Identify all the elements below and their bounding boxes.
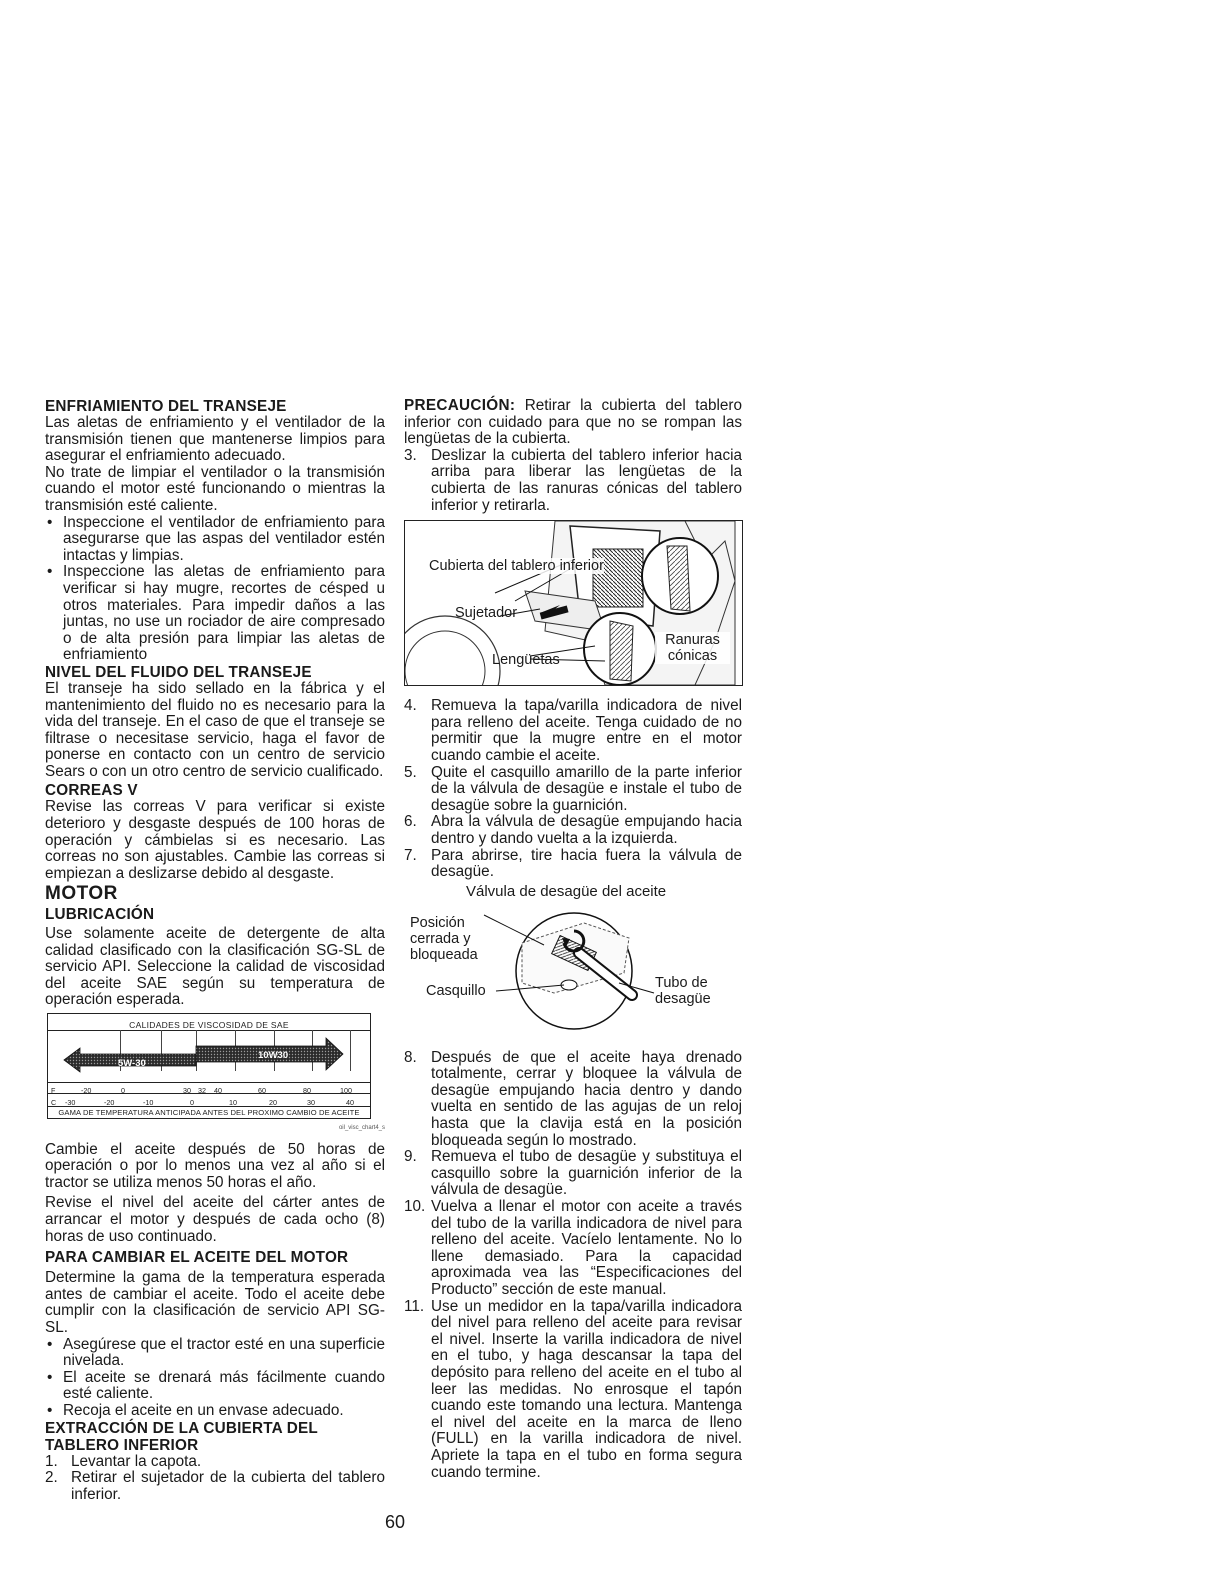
caution-paragraph — [404, 398, 742, 448]
c-tick: 20 — [269, 1098, 277, 1107]
numbered-step — [45, 1470, 385, 1503]
celsius-row — [48, 1093, 370, 1106]
f-tick: 30 — [183, 1086, 191, 1095]
f-tick: 40 — [214, 1086, 222, 1095]
label-lower-dash-cover: Cubierta del tablero inferior — [429, 558, 604, 575]
label-tapered-slots: Ranuras cónicas — [655, 632, 730, 664]
numbered-step — [404, 814, 742, 847]
numbered-step — [45, 1454, 385, 1471]
section-heading-change-oil: PARA CAMBIAR EL ACEITE DEL MOTOR — [45, 1249, 349, 1267]
grade-5w30-label: 5W-30 — [118, 1058, 146, 1069]
numbered-step — [404, 1199, 742, 1299]
step-text: Remueva el tubo de desagüe y substituya el casquillo sobre la guarnición inferior de la válvula de desagüe. — [431, 1148, 742, 1199]
section-heading-transaxle-cooling: ENFRIAMIENTO DEL TRANSEJE — [45, 398, 287, 415]
bullet-item: • Asegúrese que el tractor esté en una superficie nivelada. — [45, 1337, 385, 1370]
paragraph: Determine la gama de la temperatura esperada antes de cambiar el aceite. Todo el aceite debe cumplir con la clasificación de servicio API SG-SL. — [45, 1269, 385, 1336]
c-axis-label: C — [51, 1098, 57, 1107]
figure-title: Válvula de desagüe del aceite — [466, 882, 667, 900]
label-fastener: Sujetador — [455, 605, 518, 622]
c-tick: -30 — [65, 1098, 76, 1107]
paragraph: Las aletas de enfriamiento y el ventilador de la transmisión tienen que mantenerse limpios para asegurar el enfriamiento adecuado. — [45, 414, 385, 465]
bullet-item: • El aceite se drenará más fácilmente cuando esté caliente. — [45, 1370, 385, 1403]
section-heading-motor: MOTOR — [45, 883, 118, 905]
caution-label: PRECAUCIÓN: — [404, 397, 516, 414]
f-tick: 60 — [258, 1086, 266, 1095]
label-tabs: Lengüetas — [492, 652, 560, 669]
paragraph: Use solamente aceite de detergente de alta calidad clasificado con la clasificación SG-SL de servicio API. Seleccione la calidad de viscosidad del aceite SAE según su temperatura de operación esperada. — [45, 925, 385, 1009]
step-number: 11. — [404, 1297, 425, 1315]
right-column — [404, 398, 742, 1481]
numbered-step — [404, 848, 742, 881]
step-number: 6. — [404, 813, 417, 831]
step-number: 3. — [404, 446, 417, 464]
section-heading-lubrication: LUBRICACIÓN — [45, 906, 155, 924]
step-text: Vuelva a llenar el motor con aceite a través del tubo de la varilla indicadora de nivel para relleno del aceite. Vacíelo lentamente. No lo llene demasiado. Para la capacidad aproximada vea las “Especificaciones del Producto” sección de este manual. — [431, 1198, 742, 1298]
step-text: Deslizar la cubierta del tablero inferior hacia arriba para liberar las lengüetas de la cubierta de las ranuras cónicas del tablero inferior y retirarla. — [431, 446, 742, 514]
numbered-step — [404, 448, 742, 514]
numbered-step — [404, 1050, 742, 1150]
step-number: 10. — [404, 1198, 426, 1216]
f-axis-label: F — [51, 1086, 56, 1095]
section-heading-cover-removal: EXTRACCIÓN DE LA CUBIERTA DEL — [45, 1419, 318, 1437]
bullet-item: • Recoja el aceite en un envase adecuado. — [45, 1403, 385, 1420]
step-number: 5. — [404, 763, 417, 781]
c-tick: -20 — [104, 1098, 115, 1107]
grade-10w30-label: 10W30 — [258, 1050, 289, 1061]
f-tick: -20 — [81, 1086, 92, 1095]
label-closed-locked-position: Posición cerrada y bloqueada — [410, 914, 478, 963]
numbered-step — [404, 698, 742, 764]
label-drain-tube: Tubo de desagüe — [655, 974, 711, 1007]
section-heading-transaxle-fluid: NIVEL DEL FLUIDO DEL TRANSEJE — [45, 663, 312, 681]
page-number: 60 — [384, 1512, 406, 1532]
image-code: oil_visc_chart4_s — [338, 1125, 385, 1131]
step-number: 4. — [404, 697, 417, 715]
caution-text: Retirar la cubierta del tablero inferior con cuidado para que no se rompan las lengüetas de la cubierta. — [404, 397, 742, 448]
dash-cover-illustration — [404, 520, 743, 686]
step-text: Levantar la capota. — [71, 1452, 202, 1470]
step-text: Quite el casquillo amarillo de la parte inferior de la válvula de desagüe e instale el tubo de desagüe sobre la guarnición. — [431, 763, 742, 814]
numbered-step — [404, 1299, 742, 1482]
f-tick: 100 — [340, 1086, 352, 1095]
step-number: 2. — [45, 1469, 58, 1487]
c-tick: 10 — [229, 1098, 237, 1107]
bullet-item: • Inspeccione el ventilador de enfriamiento para asegurarse que las aspas del ventilador estén intactas y limpias. — [45, 515, 385, 565]
step-text: Use un medidor en la tapa/varilla indicadora del nivel para relleno del aceite para revisar el nivel. Inserte la varilla indicadora de nivel en el tubo, y haga descansar la tapa del depósito para relleno del aceite en el tubo al leer las medidas. No enrosque el tapón cuando este tomando una lectura. Mantenga el nivel del aceite en la marca de lleno (FULL) en la varilla indicadora de nivel. Apriete la tapa en el tubo en forma segura cuando termine. — [431, 1297, 742, 1481]
step-text: Retirar el sujetador de la cubierta del tablero inferior. — [71, 1469, 385, 1503]
paragraph: El transeje ha sido sellado en la fábrica y el mantenimiento del fluido no es necesario para la vida del transeje. En el caso de que el transeje se filtrase o necesitase servicio, haga el favor de ponerse en contacto con un centro de servicio Sears o con un otro centro de servicio cualificado. — [45, 679, 385, 780]
step-number: 8. — [404, 1048, 417, 1066]
c-tick: 40 — [346, 1098, 354, 1107]
step-text: Abra la válvula de desagüe empujando hacia dentro y dando vuelta a la izquierda. — [431, 813, 742, 847]
paragraph: No trate de limpiar el ventilador o la transmisión cuando el motor esté funcionando o mientras la transmisión esté caliente. — [45, 463, 385, 514]
c-tick: 30 — [307, 1098, 315, 1107]
drain-valve-illustration — [404, 883, 740, 1038]
bullet-item: • Inspeccione las aletas de enfriamiento para verificar si hay mugre, recortes de césped u otros materiales. Para impedir daños a las juntas, no use un rociador de aire compresado o de alta presión para limpiar las aletas de enfriamiento — [45, 564, 385, 664]
c-tick: 0 — [190, 1098, 194, 1107]
paragraph: Revise el nivel del aceite del cárter antes de arrancar el motor y después de cada ocho (8) horas de uso continuado. — [45, 1194, 385, 1245]
paragraph: Cambie el aceite después de 50 horas de operación o por lo menos una vez al año si el tractor se utiliza menos 50 horas el año. — [45, 1140, 385, 1191]
chart-title: CALIDADES DE VISCOSIDAD DE SAE — [129, 1020, 289, 1030]
label-cap: Casquillo — [426, 982, 486, 999]
section-heading-v-belts: CORREAS V — [45, 782, 138, 800]
f-tick: 0 — [121, 1086, 125, 1095]
f-tick: 80 — [303, 1086, 311, 1095]
c-tick: -10 — [143, 1098, 154, 1107]
viscosity-chart — [47, 1013, 371, 1119]
paragraph: Revise las correas V para verificar si existe deterioro y desgaste después de 100 horas de operación y cámbielas si es necesario. Las correas no son ajustables. Cambie las correas si empiezan a deslizarse debido al desgaste. — [45, 798, 385, 882]
step-text: Remueva la tapa/varilla indicadora de nivel para relleno del aceite. Tenga cuidado de no permitir que la mugre entre en el motor cuando cambie el aceite. — [431, 697, 742, 764]
section-heading-cover-removal-2: TABLERO INFERIOR — [45, 1436, 199, 1454]
step-text: Para abrirse, tire hacia fuera la válvula de desagüe. — [431, 846, 742, 881]
numbered-step — [404, 765, 742, 815]
step-text: Después de que el aceite haya drenado totalmente, cerrar y bloquee la válvula de desagüe empujando hacia dentro y dando vuelta en sentido de las agujas de un reloj hasta que la clavija está en la posición bloqueada según lo mostrado. — [431, 1048, 742, 1149]
left-column — [45, 398, 385, 1503]
step-number: 9. — [404, 1148, 417, 1166]
f-tick: 32 — [198, 1086, 206, 1095]
step-number: 7. — [404, 846, 417, 864]
numbered-step — [404, 1149, 742, 1199]
chart-footer: GAMA DE TEMPERATURA ANTICIPADA ANTES DEL PROXIMO CAMBIO DE ACEITE — [48, 1106, 370, 1118]
step-number: 1. — [45, 1452, 58, 1470]
